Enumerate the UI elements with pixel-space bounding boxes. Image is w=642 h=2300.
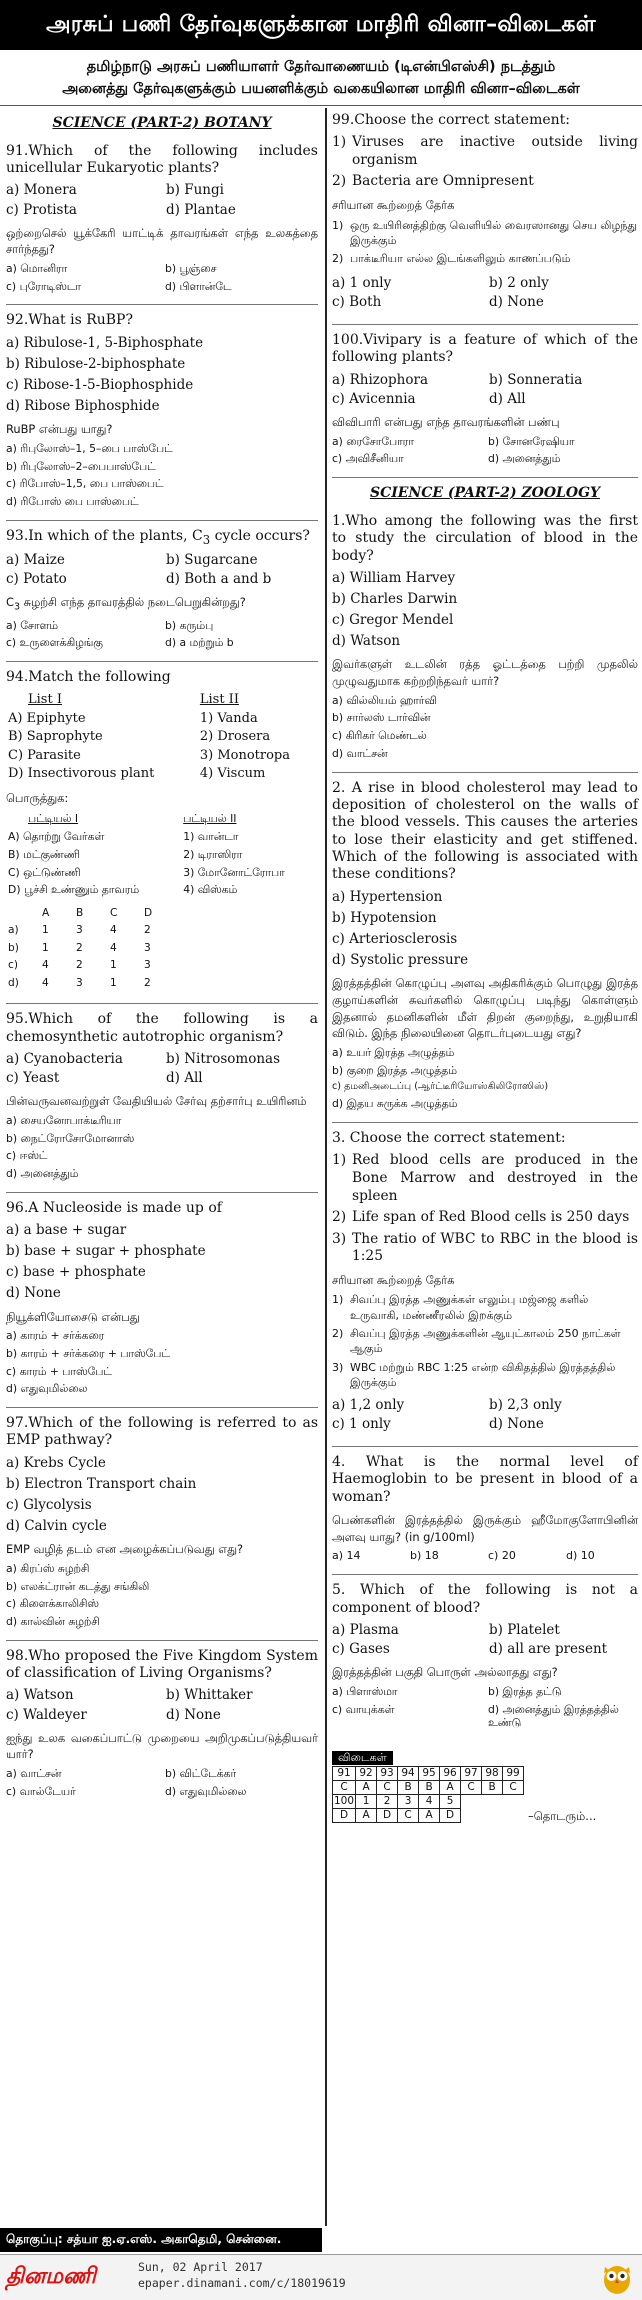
- answer-codes-table: [8, 905, 178, 992]
- statement: [332, 134, 638, 169]
- answer-letter: C: [398, 1809, 419, 1823]
- option-a: a) William Harvey: [332, 569, 456, 586]
- answer-qnum: 96: [440, 1767, 461, 1781]
- statement-text-tamil: சிவப்பு இரத்த அணுக்களின் ஆயுட்காலம் 250 நாட்கள் ஆகும்: [350, 1326, 621, 1356]
- option-a: a) 1,2 only: [332, 1396, 405, 1413]
- code-cell: 1: [42, 924, 49, 937]
- option-c-tamil: c) புரோடிஸ்டா: [6, 279, 81, 293]
- question-text: 95.Which of the following is a chemosynthetic autotrophic organism?: [6, 1011, 318, 1045]
- option-d: d) Plantae: [166, 201, 236, 218]
- statement-number: 3): [332, 1360, 344, 1374]
- question-text: 99.Choose the correct statement:: [332, 112, 570, 128]
- answer-qnum: 99: [503, 1767, 524, 1781]
- statement-text-tamil: சிவப்பு இரத்த அணுக்கள் எலும்பு மஜ்ஜை களில் உருவாகி, மண்ணீரலில் இறக்கும்: [350, 1293, 589, 1322]
- list2-item: 3) Monotropa: [199, 747, 291, 763]
- statement-number: 1): [332, 218, 344, 232]
- option-c: c) Potato: [6, 571, 67, 588]
- option-d-tamil: d) அனைத்தும்: [488, 452, 561, 466]
- zoology-question-1: [332, 513, 638, 773]
- list2-header: List II: [199, 692, 239, 708]
- option-a-tamil: a) ரிபுலோஸ்–1, 5–பை பாஸ்பேட்: [6, 442, 173, 456]
- owl-mascot-icon: [600, 2261, 634, 2295]
- option-b: b) Whittaker: [166, 1687, 253, 1704]
- option-b: b) Platelet: [489, 1621, 560, 1638]
- code-header: [8, 905, 42, 922]
- question-95: [6, 1011, 318, 1192]
- statement-text-tamil: WBC மற்றும் RBC 1:25 என்ற விகிதத்தில் இரத்தத்தில் இருக்கும்: [350, 1360, 616, 1390]
- option-d: d) Ribose Biphosphide: [6, 398, 160, 415]
- option-b: b) base + sugar + phosphate: [6, 1243, 206, 1260]
- subscript: 3: [202, 532, 211, 547]
- option-a: a) a base + sugar: [6, 1222, 127, 1239]
- option-c: c) Glycolysis: [6, 1497, 92, 1514]
- code-cell: 3: [144, 959, 151, 972]
- code-cell: 2: [144, 976, 151, 989]
- zoology-question-3: [332, 1130, 638, 1447]
- option-b: b) Charles Darwin: [332, 591, 458, 608]
- option-c: c) base + phosphate: [6, 1264, 146, 1281]
- code-cell: 4: [42, 959, 49, 972]
- option-d: d) None: [489, 1415, 544, 1432]
- page-subtitle: [0, 50, 642, 106]
- option-d-tamil: d) பிளான்டே: [165, 279, 232, 293]
- code-cell: 2: [76, 959, 83, 972]
- match-table-tamil: [6, 810, 318, 899]
- option-c: c) Yeast: [6, 1070, 60, 1087]
- option-b-tamil: b) பூஞ்சை: [165, 262, 217, 276]
- option-c-tamil: c) கிரிகர் மெண்டல்: [332, 729, 427, 743]
- list2-item-tamil: 2) டிராஸிரா: [183, 847, 243, 861]
- option-d: d) Both a and b: [166, 571, 272, 588]
- statement: [332, 1152, 638, 1205]
- subscript: 3: [13, 601, 21, 613]
- option-d-tamil: d) கால்வின் சுழற்சி: [6, 1615, 100, 1629]
- answer-letter: C: [461, 1781, 482, 1795]
- statement-number: 1): [332, 134, 347, 151]
- question-text: 94.Match the following: [6, 668, 171, 685]
- question-text-tamil: பெண்களின் இரத்தத்தில் இருக்கும் ஹீமோகுளோபினின் அளவு யாது? (in g/100ml): [332, 1512, 638, 1544]
- option-b-tamil: b) சோனரேஷியா: [488, 434, 575, 448]
- option-d-tamil: d) ரிபோஸ் பை பாஸ்பைட்: [6, 495, 139, 509]
- statement-text: Life span of Red Blood cells is 250 days: [352, 1209, 630, 1226]
- option-d: d) None: [166, 1706, 221, 1723]
- statement-text: The ratio of WBC to RBC in the blood is 1:25: [352, 1230, 638, 1265]
- option-a: a) Watson: [6, 1687, 74, 1704]
- list2-item-tamil: 3) மோனோட்ரோபா: [183, 865, 285, 879]
- option-a-tamil: a) வில்லியம் ஹார்வி: [332, 693, 437, 707]
- option-a: a) Monera: [6, 182, 77, 199]
- option-a-tamil: a) கிரப்ஸ் சுழற்சி: [6, 1561, 90, 1575]
- answer-letter: B: [482, 1781, 503, 1795]
- epaper-footer: [0, 2254, 642, 2300]
- code-cell: 1: [42, 941, 49, 954]
- option-a: a) Cyanobacteria: [6, 1050, 123, 1067]
- option-d: d) None: [6, 1285, 61, 1302]
- answer-letter: B: [398, 1781, 419, 1795]
- option-b-tamil: b) குறை இரத்த அழுத்தம்: [332, 1063, 457, 1077]
- code-cell: 2: [76, 941, 83, 954]
- question-text-tamil-start: C: [6, 595, 14, 610]
- option-c: c) Ribose-1-5-Biophosphide: [6, 377, 194, 394]
- question-text-tamil: பொருத்துக:: [6, 790, 69, 805]
- option-b: b) 2 only: [489, 274, 549, 291]
- option-d-tamil: d) எதுவுமில்லை: [6, 1382, 88, 1396]
- column-divider: [325, 108, 327, 2226]
- answer-qnum: 4: [419, 1795, 440, 1809]
- answer-letter: A: [356, 1809, 377, 1823]
- list1-item-tamil: A) தொற்று வேர்கள்: [8, 830, 105, 844]
- question-text-tamil: EMP வழித் தடம் என அழைக்கப்படுவது எது?: [6, 1542, 244, 1557]
- page-title: அரசுப் பணி தேர்வுகளுக்கான மாதிரி வினா–விடைகள்: [0, 0, 642, 50]
- statement: [332, 173, 638, 191]
- continued-label: –தொடரும்...: [528, 1808, 597, 1823]
- code-cell: c): [8, 959, 18, 972]
- answer-qnum: 1: [356, 1795, 377, 1809]
- question-text-tamil-end: சுழற்சி எந்த தாவரத்தில் நடைபெறுகின்றது?: [20, 595, 246, 610]
- subtitle-line-2: அனைத்து தேர்வுகளுக்கும் பயனளிக்கும் வகையிலான மாதிரி வினா–விடைகள்: [62, 81, 580, 97]
- option-a: a) Hypertension: [332, 888, 443, 905]
- option-c: c) Arteriosclerosis: [332, 930, 458, 947]
- answer-letter: D: [440, 1809, 461, 1823]
- option-c-tamil: c) வாயுக்கள்: [332, 1702, 395, 1716]
- question-96: [6, 1200, 318, 1408]
- answer-key-table: [332, 1766, 524, 1823]
- code-header: D: [144, 906, 153, 919]
- credit-bar: தொகுப்பு: சத்யா ஐ.ஏ.எஸ். அகாதெமி, சென்னை.: [0, 2228, 322, 2252]
- answer-qnum: 97: [461, 1767, 482, 1781]
- code-header: B: [76, 906, 84, 919]
- answer-letter: C: [503, 1781, 524, 1795]
- option-a: a) 1 only: [332, 274, 392, 291]
- list1-item: C) Parasite: [8, 747, 81, 763]
- code-cell: 3: [76, 976, 83, 989]
- subtitle-line-1: தமிழ்நாடு அரசுப் பணியாளர் தேர்வாணையம் (டிஎன்பிஎஸ்சி) நடத்தும்: [86, 59, 556, 75]
- option-d: d) None: [489, 293, 544, 310]
- option-b: b) Nitrosomonas: [166, 1050, 280, 1067]
- answer-qnum: 100: [334, 1795, 355, 1808]
- code-cell: b): [8, 941, 19, 954]
- option-a: a) 14: [332, 1549, 361, 1563]
- answer-key: [332, 1749, 638, 1823]
- question-text-tamil: இரத்தத்தின் கொழுப்பு அளவு அதிகரிக்கும் பொழுது இரத்த குழாய்களின் சுவர்களில் கொழுப்பு படிந்து கொள்ளும் இதனால் தமனிகளின் மீள் திறன் குறைந்து, உறுதியாகி விடும். இந்த நிலையினை தொடர்புடையது எது?: [332, 976, 638, 1041]
- question-text: 97.Which of the following is referred to as EMP pathway?: [6, 1415, 318, 1449]
- option-a: a) Ribulose-1, 5-Biphosphate: [6, 334, 204, 351]
- question-97: [6, 1415, 318, 1641]
- option-d: d) Calvin cycle: [6, 1518, 107, 1535]
- option-a-tamil: a) பிளாஸ்மா: [332, 1684, 398, 1698]
- option-a: a) Krebs Cycle: [6, 1454, 106, 1471]
- answer-letter: D: [377, 1809, 398, 1823]
- option-c: c) Gases: [332, 1641, 390, 1658]
- statement-number: 3): [332, 1230, 347, 1247]
- statement-number: 2): [332, 252, 344, 266]
- answer-qnum: 5: [440, 1795, 461, 1809]
- option-b-tamil: b) விட்டேக்கர்: [165, 1767, 237, 1781]
- list1-item: D) Insectivorous plant: [8, 766, 155, 782]
- list1-item-tamil: B) மட்குண்ணி: [8, 847, 80, 861]
- right-column: [330, 112, 642, 2222]
- option-b: b) Hypotension: [332, 909, 437, 926]
- option-c: c) Waldeyer: [6, 1706, 87, 1723]
- list2-header-tamil: பட்டியல் II: [183, 812, 237, 826]
- question-text: 92.What is RuBP?: [6, 312, 133, 329]
- question-text-tamil: நியூக்ளியோசைடு என்பது: [6, 1309, 140, 1324]
- option-b-tamil: b) கரும்பு: [165, 618, 214, 632]
- epaper-url[interactable]: epaper.dinamani.com/c/18019619: [138, 2276, 346, 2290]
- question-91: [6, 143, 318, 306]
- question-94: [6, 669, 318, 1004]
- list2-item-tamil: 4) விஸ்கம்: [183, 883, 238, 897]
- option-d-tamil: d) அனைத்தும்: [6, 1166, 79, 1180]
- option-d: d) All: [489, 390, 526, 407]
- question-text-tamil: பின்வருவனவற்றுள் வேதியியல் சேர்வு தற்சார்பு உயிரினம்: [6, 1094, 307, 1109]
- question-text: 100.Vivipary is a feature of which of the following plants?: [332, 332, 638, 366]
- question-text-tamil: [6, 594, 318, 614]
- option-c: c) Both: [332, 293, 382, 310]
- question-text-tamil: RuBP என்பது யாது?: [6, 422, 113, 437]
- footer-meta: [138, 2259, 346, 2291]
- question-text: 98.Who proposed the Five Kingdom System of classification of Living Organisms?: [6, 1647, 318, 1682]
- option-a-tamil: a) சையனோபாக்டீரியா: [6, 1113, 122, 1127]
- option-c-tamil: c) அவிசீனியா: [332, 452, 404, 466]
- statement-text: Red blood cells are produced in the Bone Marrow and destroyed in the spleen: [352, 1152, 638, 1204]
- statement: [332, 1209, 638, 1227]
- option-c-tamil: c) ஈஸ்ட்: [6, 1149, 48, 1163]
- option-a-tamil: a) மொனிரா: [6, 262, 68, 276]
- option-c-tamil: c) உருளைக்கிழங்கு: [6, 636, 103, 650]
- list1-item-tamil: D) பூச்சி உண்ணும் தாவரம்: [8, 883, 140, 897]
- option-a: a) Rhizophora: [332, 371, 428, 388]
- code-cell: 2: [144, 924, 151, 937]
- option-b-tamil: b) சார்லஸ் டார்வின்: [332, 711, 431, 725]
- option-b-tamil: b) காரம் + சர்க்கரை + பாஸ்பேட்: [6, 1346, 170, 1360]
- list1-header: List I: [28, 692, 62, 708]
- option-c-tamil: c) தமனிஅடைப்பு (ஆர்ட்டீரியோஸ்கிலிரோஸிஸ்): [332, 1081, 549, 1093]
- option-b: b) Electron Transport chain: [6, 1475, 197, 1492]
- code-header: C: [110, 906, 118, 919]
- option-d: d) 10: [566, 1549, 595, 1563]
- statement-tamil: [332, 218, 638, 249]
- list2-item: 4) Viscum: [199, 766, 266, 782]
- zoology-section-title: SCIENCE (PART-2) ZOOLOGY: [369, 485, 601, 502]
- option-d: d) All: [166, 1070, 203, 1087]
- question-text-tamil: இவர்களுள் உடலின் ரத்த ஓட்டத்தை பற்றி முதலில் முழுவதுமாக கற்றறிந்தவர் யார்?: [332, 657, 638, 689]
- option-b: b) Ribulose-2-biphosphate: [6, 355, 186, 372]
- question-text-start: 93.In which of the plants, C: [6, 527, 203, 544]
- option-c-tamil: c) கிளைக்காலிசிஸ்: [6, 1597, 99, 1611]
- list1-item: B) Saprophyte: [8, 729, 103, 745]
- option-a-tamil: a) வாட்சன்: [6, 1767, 62, 1781]
- answer-letter: C: [377, 1781, 398, 1795]
- answer-qnum: 93: [377, 1767, 398, 1781]
- statement-number: 2): [332, 1326, 344, 1340]
- question-text: 91.Which of the following includes unicellular Eukaryotic plants?: [6, 142, 318, 177]
- question-text-tamil: சரியான கூற்றைத் தேர்க: [332, 197, 455, 212]
- option-d-tamil: d) a மற்றும் b: [165, 636, 234, 650]
- option-c-tamil: c) வால்டேயர்: [6, 1784, 76, 1798]
- answer-qnum: 94: [398, 1767, 419, 1781]
- option-b-tamil: b) நைட்ரோசோமோனாஸ்: [6, 1131, 135, 1145]
- statement-number: 1): [332, 1293, 344, 1307]
- left-column: [0, 112, 322, 2222]
- option-b-tamil: b) எலக்ட்ரான் கடத்து சங்கிலி: [6, 1579, 150, 1593]
- option-d-tamil: d) எதுவுமில்லை: [165, 1784, 247, 1798]
- statement-tamil: [332, 1326, 638, 1357]
- option-a: a) Maize: [6, 552, 65, 569]
- answer-letter: A: [356, 1781, 377, 1795]
- option-c-tamil: c) காரம் + பாஸ்பேட்: [6, 1364, 112, 1378]
- zoology-question-5: [332, 1582, 638, 1741]
- statement-tamil: [332, 1292, 638, 1323]
- option-d-tamil: d) வாட்சன்: [332, 746, 388, 760]
- botany-section-title: SCIENCE (PART-2) BOTANY: [52, 115, 272, 131]
- option-d: d) all are present: [489, 1641, 608, 1658]
- option-a: a) Plasma: [332, 1621, 399, 1638]
- option-a-tamil: a) காரம் + சர்க்கரை: [6, 1329, 105, 1343]
- code-header: A: [42, 906, 50, 919]
- zoology-question-4: [332, 1454, 638, 1575]
- answer-qnum: 92: [356, 1767, 377, 1781]
- option-b-tamil: b) ரிபுலோஸ்–2–பைபாஸ்பேட்: [6, 459, 156, 473]
- option-a-tamil: a) உயர் இரத்த அழுத்தம்: [332, 1045, 455, 1059]
- option-d: d) Systolic pressure: [332, 952, 469, 969]
- question-100: [332, 332, 638, 478]
- code-cell: 1: [110, 959, 117, 972]
- code-cell: 1: [110, 976, 117, 989]
- statement-tamil: [332, 1360, 638, 1391]
- option-b-tamil: b) இரத்த தட்டு: [488, 1684, 562, 1698]
- question-text: 96.A Nucleoside is made up of: [6, 1199, 222, 1216]
- option-b: b) Sugarcane: [166, 552, 258, 569]
- question-text: 2. A rise in blood cholesterol may lead to deposition of cholesterol on the walls of the blood vessels. This causes the arteries to lose their elasticity and get stiffened. Which of the following is associated with these conditions?: [332, 779, 638, 883]
- option-b: b) Sonneratia: [489, 371, 583, 388]
- option-b: b) Fungi: [166, 182, 224, 199]
- option-d-tamil: d) அனைத்தும் இரத்தத்தில் உண்டு: [488, 1702, 619, 1730]
- question-text: 5. Which of the following is not a component of blood?: [332, 1582, 638, 1616]
- option-b: b) 2,3 only: [489, 1396, 562, 1413]
- answer-letter: C: [333, 1781, 356, 1795]
- list1-item: A) Epiphyte: [8, 710, 86, 726]
- answer-qnum: 91: [333, 1767, 356, 1781]
- code-cell: 4: [42, 976, 49, 989]
- answer-key-title: விடைகள்: [332, 1751, 393, 1765]
- code-cell: d): [8, 976, 19, 989]
- list1-header-tamil: பட்டியல் I: [28, 812, 79, 826]
- list1-item-tamil: C) ஒட்டுண்ணி: [8, 865, 81, 879]
- question-text: 1.Who among the following was the first to study the circulation of blood in the body?: [332, 512, 638, 564]
- publish-date: Sun, 02 April 2017: [138, 2260, 263, 2274]
- code-cell: 3: [76, 924, 83, 937]
- option-c: c) 1 only: [332, 1415, 391, 1432]
- question-text-end: cycle occurs?: [210, 527, 310, 544]
- list2-item: 1) Vanda: [199, 710, 258, 726]
- question-text: [6, 528, 318, 547]
- option-b: b) 18: [410, 1549, 439, 1563]
- dinamani-logo[interactable]: தினமணி: [6, 2264, 96, 2289]
- code-cell: 3: [144, 941, 151, 954]
- question-98: [6, 1648, 318, 1810]
- question-text-tamil: ஐந்து உலக வகைப்பாட்டு முறையை அறிமுகப்படுத்தியவர் யார்?: [6, 1730, 318, 1762]
- option-d-tamil: d) இதய சுருக்க அழுத்தம்: [332, 1097, 458, 1111]
- answer-qnum: 2: [377, 1795, 398, 1809]
- question-text-tamil: சரியான கூற்றைத் தேர்க: [332, 1272, 455, 1287]
- code-cell: 4: [110, 924, 117, 937]
- answer-letter: B: [419, 1781, 440, 1795]
- statement: [332, 1231, 638, 1266]
- question-99: [332, 112, 638, 325]
- zoology-question-2: [332, 780, 638, 1124]
- question-92: [6, 312, 318, 520]
- option-c: c) Protista: [6, 201, 77, 218]
- code-cell: 4: [110, 941, 117, 954]
- answer-qnum: 95: [419, 1767, 440, 1781]
- statement-tamil: [332, 251, 638, 266]
- answer-letter: A: [419, 1809, 440, 1823]
- question-93: [6, 528, 318, 662]
- option-a-tamil: a) சோளம்: [6, 618, 58, 632]
- statement-number: 1): [332, 1152, 347, 1169]
- answer-qnum: 3: [398, 1795, 419, 1809]
- question-text-tamil: இரத்தத்தின் பகுதி பொருள் அல்லாதது எது?: [332, 1665, 558, 1680]
- statement-number: 2): [332, 1209, 347, 1226]
- question-text: 4. What is the normal level of Haemoglobin to be present in blood of a woman?: [332, 1453, 638, 1505]
- option-c: c) 20: [488, 1549, 516, 1563]
- option-c: c) Gregor Mendel: [332, 612, 454, 629]
- option-d: d) Watson: [332, 633, 401, 650]
- option-c-tamil: c) ரிபோஸ்–1,5, பை பாஸ்பைட்: [6, 477, 164, 491]
- statement-text: Viruses are inactive outside living organism: [352, 134, 638, 168]
- statement-text: Bacteria are Omnipresent: [352, 173, 534, 190]
- list2-item: 2) Drosera: [199, 729, 271, 745]
- statement-text-tamil: ஒரு உயிரினத்திற்கு வெளியில் வைரஸானது செய லிழந்து இருக்கும்: [350, 218, 637, 247]
- answer-letter: D: [333, 1809, 356, 1823]
- code-cell: a): [8, 924, 19, 937]
- list2-item-tamil: 1) வான்டா: [183, 830, 239, 844]
- statement-text-tamil: பாக்டீரியா எல்ல இடங்களிலும் காணப்படும்: [350, 252, 571, 266]
- question-text-tamil: விவிபாரி என்பது எந்த தாவரங்களின் பண்பு: [332, 415, 560, 429]
- question-text: 3. Choose the correct statement:: [332, 1130, 566, 1147]
- statement-number: 2): [332, 173, 347, 190]
- option-a-tamil: a) ரைசோபோரா: [332, 434, 414, 448]
- option-c: c) Avicennia: [332, 390, 416, 407]
- question-text-tamil: ஒற்றைசெல் யூக்கேரி யாட்டிக் தாவரங்கள் எந்த உலகத்தை சார்ந்தது?: [6, 225, 318, 257]
- answer-qnum: 98: [482, 1767, 503, 1781]
- answer-letter: A: [440, 1781, 461, 1795]
- match-table: [6, 691, 318, 784]
